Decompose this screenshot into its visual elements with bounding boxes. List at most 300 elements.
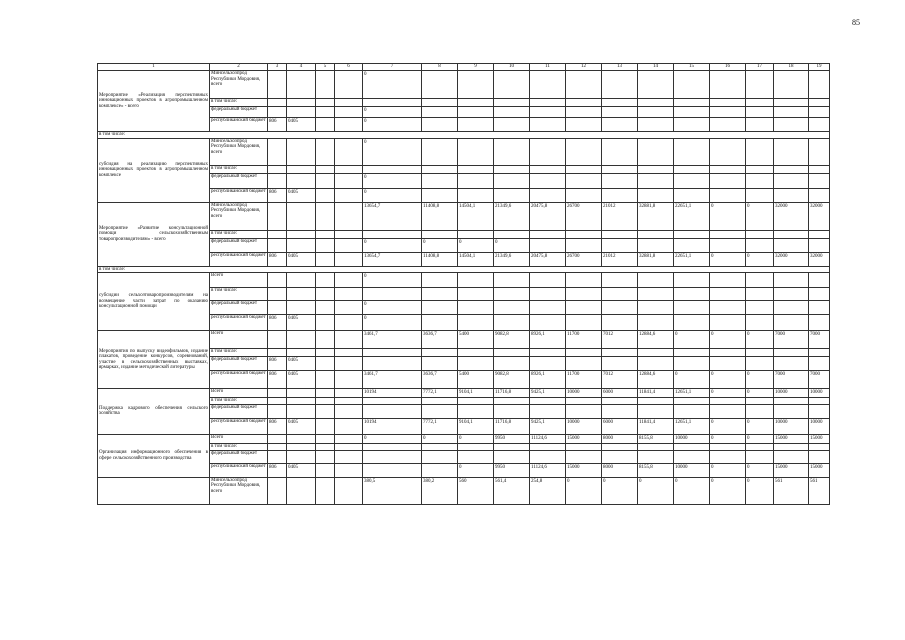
value-cell <box>316 434 335 443</box>
value-cell <box>530 165 566 173</box>
value-cell: 32881,8 <box>638 202 674 230</box>
value-cell: 20475,8 <box>530 202 566 230</box>
value-cell <box>746 107 774 118</box>
value-cell <box>363 463 422 477</box>
value-cell <box>363 404 422 418</box>
value-cell <box>746 398 774 405</box>
value-cell <box>335 331 363 349</box>
value-cell <box>316 71 335 99</box>
value-cell <box>674 315 710 331</box>
value-cell <box>422 230 458 238</box>
value-cell: 6000 <box>602 418 638 434</box>
value-cell <box>674 398 710 405</box>
value-cell: 0 <box>674 477 710 504</box>
value-cell <box>458 71 494 99</box>
funding-source-cell: Всего <box>210 434 268 443</box>
value-cell <box>335 315 363 331</box>
value-cell <box>287 99 316 107</box>
value-cell <box>268 173 287 188</box>
value-cell: 3636,7 <box>422 331 458 349</box>
funding-source-cell: Минсельхозпрод Республики Мордовия, всего <box>210 477 268 504</box>
value-cell: 254,8 <box>530 477 566 504</box>
value-cell <box>566 107 602 118</box>
value-cell: 0 <box>363 273 422 288</box>
value-cell <box>268 301 287 315</box>
value-cell <box>316 357 335 371</box>
value-cell <box>494 315 530 331</box>
value-cell <box>566 99 602 107</box>
value-cell: 10000 <box>674 434 710 443</box>
value-cell: 0405 <box>287 371 316 389</box>
value-cell <box>422 107 458 118</box>
value-cell: 26700 <box>566 202 602 230</box>
value-cell <box>674 301 710 315</box>
value-cell: 12651,1 <box>674 418 710 434</box>
value-cell <box>746 404 774 418</box>
funding-source-cell: Всего <box>210 389 268 398</box>
value-cell <box>638 138 674 165</box>
value-cell <box>774 398 809 405</box>
column-header: 7 <box>363 64 422 71</box>
value-cell <box>494 273 530 288</box>
value-cell <box>458 273 494 288</box>
value-cell: 11124,6 <box>530 434 566 443</box>
value-cell <box>316 99 335 107</box>
value-cell: 8926,1 <box>530 331 566 349</box>
value-cell <box>710 71 746 99</box>
value-cell: 11841,4 <box>638 418 674 434</box>
value-cell <box>638 315 674 331</box>
value-cell <box>494 349 530 357</box>
value-cell: 15000 <box>774 434 809 443</box>
value-cell <box>566 349 602 357</box>
value-cell: 32881,8 <box>638 252 674 266</box>
value-cell <box>638 443 674 450</box>
value-cell <box>268 202 287 230</box>
value-cell <box>638 188 674 202</box>
value-cell <box>710 315 746 331</box>
value-cell <box>674 107 710 118</box>
table-row <box>98 138 830 165</box>
value-cell: 11408,8 <box>422 202 458 230</box>
value-cell <box>335 357 363 371</box>
funding-source-cell: в том числе: <box>210 349 268 357</box>
value-cell <box>287 443 316 450</box>
value-cell <box>363 398 422 405</box>
table-row <box>98 266 830 273</box>
value-cell: 10194 <box>363 418 422 434</box>
value-cell <box>566 273 602 288</box>
value-cell <box>530 107 566 118</box>
value-cell <box>268 443 287 450</box>
column-header: 9 <box>458 64 494 71</box>
value-cell: 5400 <box>458 371 494 389</box>
value-cell <box>774 173 809 188</box>
value-cell <box>602 230 638 238</box>
value-cell <box>809 301 830 315</box>
value-cell: 11716,8 <box>494 418 530 434</box>
value-cell <box>316 477 335 504</box>
value-cell <box>494 165 530 173</box>
value-cell <box>458 404 494 418</box>
value-cell <box>422 463 458 477</box>
value-cell <box>316 252 335 266</box>
value-cell <box>422 349 458 357</box>
value-cell <box>809 443 830 450</box>
measure-name-cell: субсидия на реализацию перспективных инновационных проектов в агропромышленном комплексе <box>98 138 210 202</box>
value-cell <box>674 450 710 463</box>
value-cell <box>566 173 602 188</box>
funding-source-cell: федеральный бюджет <box>210 173 268 188</box>
value-cell <box>335 138 363 165</box>
value-cell <box>710 238 746 252</box>
value-cell: 32000 <box>809 202 830 230</box>
value-cell: 7012 <box>602 331 638 349</box>
value-cell <box>494 99 530 107</box>
funding-source-cell: в том числе: <box>210 99 268 107</box>
value-cell <box>494 357 530 371</box>
value-cell <box>809 288 830 301</box>
value-cell <box>566 288 602 301</box>
header-row <box>98 64 830 71</box>
value-cell <box>602 349 638 357</box>
value-cell: 0 <box>422 434 458 443</box>
value-cell: 0405 <box>287 357 316 371</box>
value-cell: 0 <box>746 463 774 477</box>
value-cell <box>566 118 602 132</box>
value-cell <box>316 118 335 132</box>
value-cell <box>268 331 287 349</box>
value-cell <box>458 349 494 357</box>
value-cell: 806 <box>268 371 287 389</box>
table-row <box>98 273 830 288</box>
value-cell <box>287 349 316 357</box>
funding-source-cell: республиканский бюджет <box>210 252 268 266</box>
value-cell <box>316 107 335 118</box>
value-cell <box>530 173 566 188</box>
value-cell <box>268 389 287 398</box>
value-cell <box>746 138 774 165</box>
value-cell: 0 <box>746 202 774 230</box>
funding-source-cell: Всего <box>210 331 268 349</box>
value-cell <box>335 71 363 99</box>
value-cell <box>566 138 602 165</box>
value-cell <box>746 238 774 252</box>
value-cell: 32000 <box>774 252 809 266</box>
value-cell <box>422 357 458 371</box>
funding-source-cell: федеральный бюджет <box>210 301 268 315</box>
value-cell: 8155,8 <box>638 463 674 477</box>
value-cell: 9104,1 <box>458 418 494 434</box>
column-header: 3 <box>268 64 287 71</box>
value-cell <box>710 99 746 107</box>
value-cell <box>566 357 602 371</box>
value-cell <box>422 138 458 165</box>
value-cell <box>774 443 809 450</box>
value-cell: 561 <box>774 477 809 504</box>
value-cell <box>530 349 566 357</box>
value-cell <box>638 273 674 288</box>
value-cell <box>422 273 458 288</box>
value-cell: 0 <box>710 477 746 504</box>
value-cell <box>422 443 458 450</box>
value-cell <box>363 443 422 450</box>
value-cell <box>316 273 335 288</box>
column-header: 16 <box>710 64 746 71</box>
value-cell <box>335 273 363 288</box>
value-cell: 7772,1 <box>422 389 458 398</box>
value-cell <box>710 107 746 118</box>
value-cell: 10000 <box>566 389 602 398</box>
value-cell <box>422 118 458 132</box>
value-cell <box>746 71 774 99</box>
value-cell <box>638 349 674 357</box>
value-cell <box>602 173 638 188</box>
table-row <box>98 132 830 139</box>
value-cell <box>566 188 602 202</box>
value-cell <box>602 138 638 165</box>
value-cell <box>458 443 494 450</box>
value-cell: 9950 <box>494 434 530 443</box>
value-cell: 806 <box>268 463 287 477</box>
value-cell <box>638 238 674 252</box>
value-cell: 9082,8 <box>494 331 530 349</box>
value-cell <box>746 357 774 371</box>
value-cell <box>335 434 363 443</box>
value-cell <box>363 99 422 107</box>
value-cell <box>316 404 335 418</box>
value-cell: 8000 <box>602 463 638 477</box>
measure-name-cell: субсидии сельхозтоваропроизводителям на возмещение части затрат по оказанию консультационной помощи <box>98 273 210 331</box>
column-header: 10 <box>494 64 530 71</box>
value-cell <box>316 418 335 434</box>
value-cell <box>268 138 287 165</box>
value-cell: 0 <box>710 202 746 230</box>
value-cell: 0 <box>422 238 458 252</box>
value-cell <box>458 315 494 331</box>
value-cell <box>710 357 746 371</box>
value-cell: 7000 <box>774 371 809 389</box>
value-cell <box>674 99 710 107</box>
funding-source-cell: в том числе: <box>210 230 268 238</box>
value-cell: 11700 <box>566 371 602 389</box>
value-cell <box>602 273 638 288</box>
value-cell: 0 <box>746 331 774 349</box>
value-cell: 806 <box>268 315 287 331</box>
value-cell <box>422 450 458 463</box>
value-cell <box>335 477 363 504</box>
value-cell <box>674 138 710 165</box>
value-cell <box>710 404 746 418</box>
value-cell: 10000 <box>809 418 830 434</box>
column-header: 18 <box>774 64 809 71</box>
value-cell: 0 <box>363 188 422 202</box>
value-cell <box>287 389 316 398</box>
value-cell: 380,2 <box>422 477 458 504</box>
value-cell <box>268 273 287 288</box>
value-cell <box>809 404 830 418</box>
value-cell <box>287 477 316 504</box>
funding-source-cell: республиканский бюджет <box>210 315 268 331</box>
funding-source-cell: республиканский бюджет <box>210 188 268 202</box>
value-cell: 15000 <box>566 434 602 443</box>
column-header: 2 <box>210 64 268 71</box>
value-cell <box>316 230 335 238</box>
value-cell <box>530 99 566 107</box>
value-cell <box>674 349 710 357</box>
value-cell: 6000 <box>602 389 638 398</box>
value-cell: 561 <box>809 477 830 504</box>
value-cell <box>287 138 316 165</box>
value-cell: 0 <box>602 477 638 504</box>
value-cell: 21012 <box>602 202 638 230</box>
value-cell: 9425,1 <box>530 418 566 434</box>
value-cell: 3636,7 <box>422 371 458 389</box>
value-cell <box>458 118 494 132</box>
value-cell <box>287 165 316 173</box>
value-cell: 10000 <box>566 418 602 434</box>
value-cell <box>363 230 422 238</box>
column-header: 4 <box>287 64 316 71</box>
value-cell <box>335 450 363 463</box>
value-cell <box>530 230 566 238</box>
value-cell: 21012 <box>602 252 638 266</box>
value-cell: 0405 <box>287 315 316 331</box>
value-cell <box>316 315 335 331</box>
value-cell: 0 <box>363 315 422 331</box>
value-cell: 32000 <box>774 202 809 230</box>
value-cell <box>674 238 710 252</box>
value-cell: 0 <box>674 331 710 349</box>
value-cell: 7772,1 <box>422 418 458 434</box>
value-cell <box>494 288 530 301</box>
measure-name-cell: Поддержка кадрового обеспечения сельского хозяйства <box>98 389 210 435</box>
value-cell: 0 <box>710 371 746 389</box>
value-cell: 806 <box>268 418 287 434</box>
value-cell: 10000 <box>674 463 710 477</box>
value-cell <box>422 404 458 418</box>
value-cell <box>316 398 335 405</box>
value-cell <box>638 173 674 188</box>
value-cell <box>638 118 674 132</box>
value-cell <box>458 173 494 188</box>
value-cell: 0 <box>363 71 422 99</box>
value-cell <box>638 107 674 118</box>
value-cell <box>530 288 566 301</box>
value-cell <box>710 138 746 165</box>
value-cell: 3461,7 <box>363 371 422 389</box>
value-cell: 3461,7 <box>363 331 422 349</box>
value-cell <box>287 238 316 252</box>
value-cell <box>774 450 809 463</box>
value-cell <box>494 107 530 118</box>
value-cell <box>566 230 602 238</box>
table-row <box>98 331 830 349</box>
value-cell <box>335 389 363 398</box>
value-cell <box>674 188 710 202</box>
value-cell: 13654,7 <box>363 252 422 266</box>
value-cell <box>566 238 602 252</box>
value-cell <box>458 301 494 315</box>
value-cell <box>268 450 287 463</box>
value-cell <box>710 443 746 450</box>
value-cell <box>674 173 710 188</box>
value-cell <box>422 173 458 188</box>
value-cell <box>746 349 774 357</box>
value-cell <box>458 230 494 238</box>
value-cell <box>674 165 710 173</box>
funding-source-cell: в том числе: <box>210 165 268 173</box>
column-header: 12 <box>566 64 602 71</box>
value-cell <box>746 443 774 450</box>
value-cell <box>335 288 363 301</box>
table-row <box>98 434 830 443</box>
value-cell: 0 <box>746 477 774 504</box>
value-cell <box>566 404 602 418</box>
value-cell <box>530 404 566 418</box>
subheading-cell: в том числе: <box>98 132 830 139</box>
value-cell <box>638 99 674 107</box>
subheading-cell: в том числе: <box>98 266 830 273</box>
value-cell <box>674 273 710 288</box>
value-cell: 10000 <box>774 389 809 398</box>
funding-source-cell: федеральный бюджет <box>210 404 268 418</box>
value-cell <box>602 443 638 450</box>
value-cell <box>316 301 335 315</box>
value-cell: 22651,1 <box>674 252 710 266</box>
value-cell <box>638 165 674 173</box>
value-cell: 10194 <box>363 389 422 398</box>
funding-source-cell: республиканский бюджет <box>210 463 268 477</box>
value-cell: 806 <box>268 252 287 266</box>
value-cell <box>746 173 774 188</box>
value-cell <box>710 173 746 188</box>
value-cell: 0 <box>566 477 602 504</box>
value-cell <box>287 434 316 443</box>
value-cell: 15000 <box>809 434 830 443</box>
value-cell <box>316 463 335 477</box>
value-cell: 560 <box>458 477 494 504</box>
value-cell: 9425,1 <box>530 389 566 398</box>
value-cell: 806 <box>268 357 287 371</box>
value-cell <box>316 238 335 252</box>
value-cell <box>774 230 809 238</box>
value-cell <box>602 118 638 132</box>
value-cell <box>458 138 494 165</box>
value-cell <box>774 288 809 301</box>
measure-name-cell: Мероприятия по выпуску видеофильмов, издание плакатов, проведение конкурсов, соревнований, участие в сельскохозяйственных выставках, ярмарках, издание методической литературы <box>98 331 210 389</box>
value-cell <box>287 230 316 238</box>
value-cell <box>316 202 335 230</box>
value-cell <box>530 443 566 450</box>
value-cell <box>602 404 638 418</box>
value-cell: 0 <box>363 434 422 443</box>
value-cell <box>268 434 287 443</box>
value-cell: 0 <box>746 418 774 434</box>
value-cell <box>710 288 746 301</box>
value-cell <box>422 165 458 173</box>
value-cell <box>316 331 335 349</box>
value-cell <box>287 107 316 118</box>
value-cell <box>494 71 530 99</box>
value-cell <box>602 315 638 331</box>
funding-source-cell: в том числе: <box>210 443 268 450</box>
measure-name-cell: Организация информационного обеспечения в сфере сельскохозяйственного производства <box>98 434 210 477</box>
column-header: 1 <box>98 64 210 71</box>
value-cell: 12884,6 <box>638 371 674 389</box>
value-cell: 20475,8 <box>530 252 566 266</box>
value-cell <box>268 349 287 357</box>
